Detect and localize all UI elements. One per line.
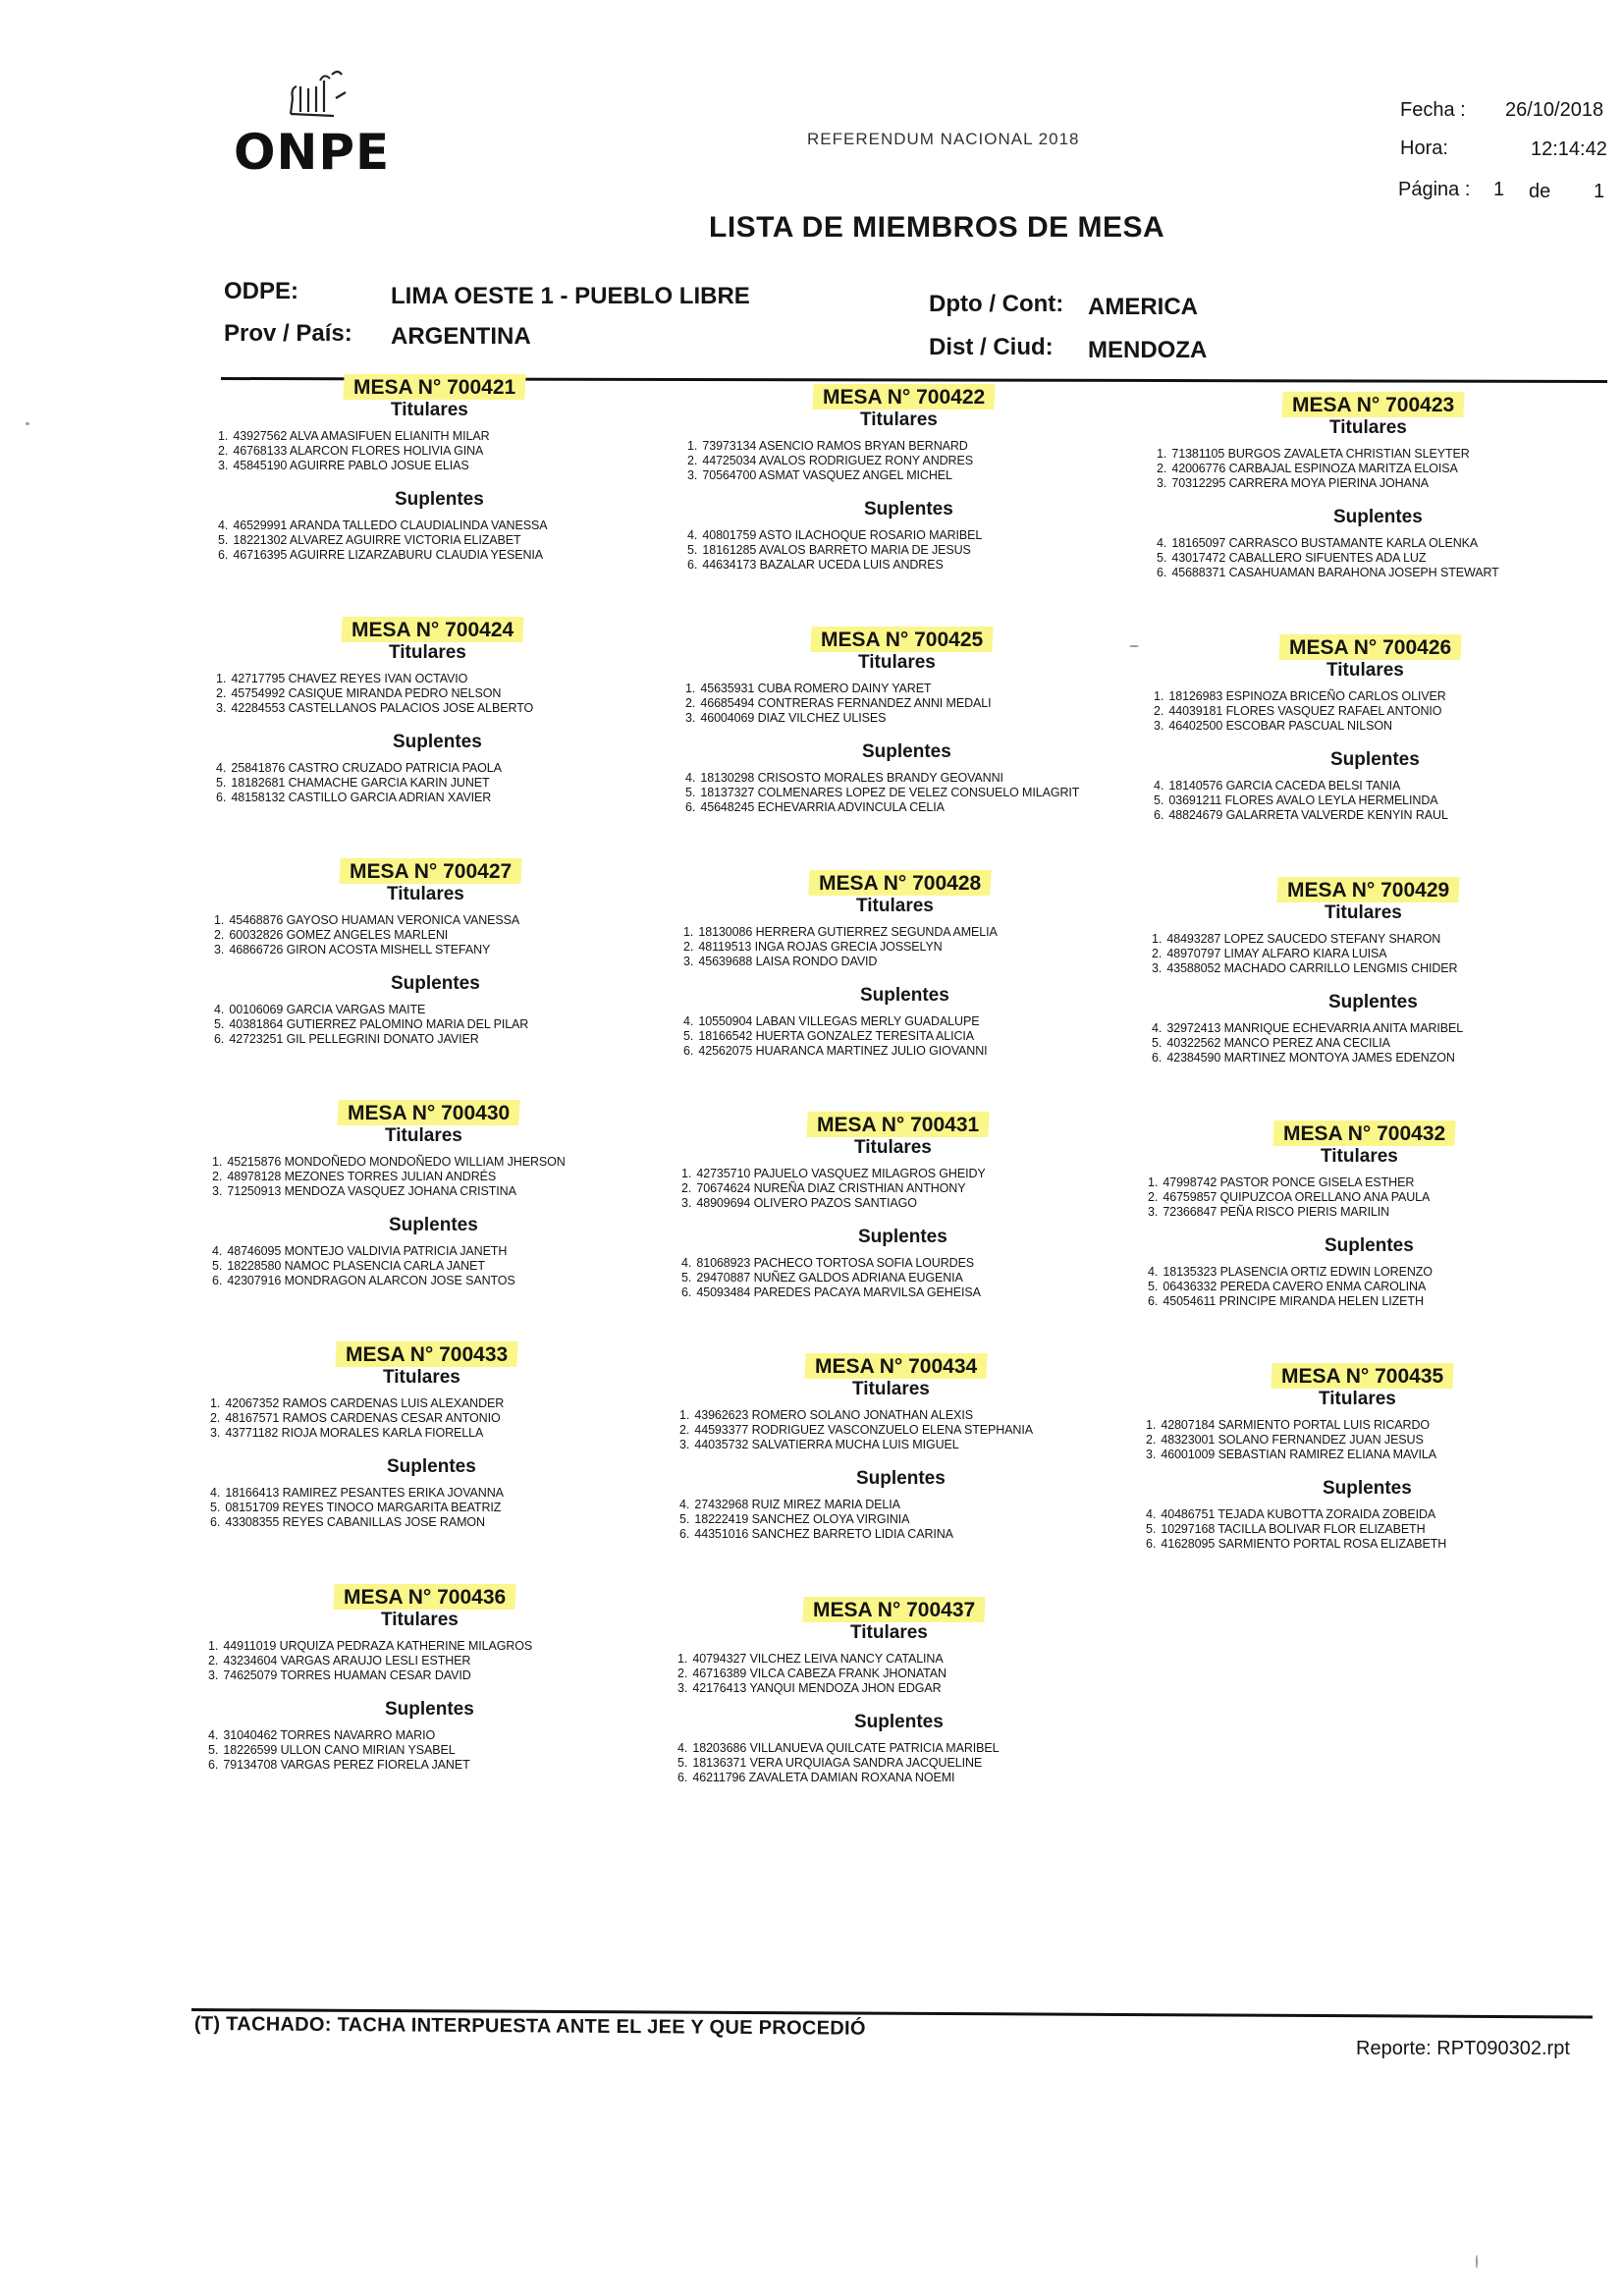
- member-row: 5. 18221302 ALVAREZ AGUIRRE VICTORIA ELIZABET: [218, 533, 521, 547]
- member-row: 5. 29470887 NUÑEZ GALDOS ADRIANA EUGENIA: [681, 1271, 963, 1285]
- suplentes-heading: Suplentes: [860, 985, 949, 1006]
- member-row: 2. 44593377 RODRIGUEZ VASCONZUELO ELENA STEPHANIA: [679, 1423, 1033, 1437]
- scan-speck: [1476, 2255, 1478, 2269]
- member-row: 4. 48746095 MONTEJO VALDIVIA PATRICIA JANETH: [212, 1244, 508, 1258]
- member-row: 5. 18136371 VERA URQUIAGA SANDRA JACQUELINE: [677, 1756, 983, 1770]
- suplentes-heading: Suplentes: [858, 1227, 947, 1247]
- dist-label: Dist / Ciud:: [929, 334, 1054, 360]
- titulares-heading: Titulares: [856, 896, 934, 916]
- titulares-heading: Titulares: [389, 642, 466, 663]
- suplentes-heading: Suplentes: [1330, 749, 1420, 770]
- member-row: 4. 46529991 ARANDA TALLEDO CLAUDIALINDA VANESSA: [218, 519, 548, 532]
- member-row: 6. 44634173 BAZALAR UCEDA LUIS ANDRES: [687, 558, 944, 572]
- mesa-title: MESA N° 700425: [811, 627, 993, 652]
- suplentes-heading: Suplentes: [854, 1712, 944, 1732]
- member-row: 4. 18130298 CRISOSTO MORALES BRANDY GEOVANNI: [685, 771, 1003, 785]
- mesa-title: MESA N° 700431: [807, 1112, 989, 1137]
- member-row: 3. 45639688 LAISA RONDO DAVID: [683, 955, 878, 968]
- titulares-heading: Titulares: [383, 1367, 460, 1388]
- fecha-label: Fecha :: [1400, 99, 1466, 121]
- mesa-title: MESA N° 700437: [803, 1597, 985, 1622]
- suplentes-heading: Suplentes: [1333, 507, 1423, 527]
- mesa-block: [679, 1353, 1131, 1542]
- member-row: 4. 00106069 GARCIA VARGAS MAITE: [214, 1003, 426, 1016]
- mesa-title: MESA N° 700423: [1282, 392, 1464, 417]
- member-row: 3. 74625079 TORRES HUAMAN CESAR DAVID: [208, 1668, 471, 1682]
- member-row: 3. 48909694 OLIVERO PAZOS SANTIAGO: [681, 1196, 917, 1210]
- member-row: 6. 79134708 VARGAS PEREZ FIORELA JANET: [208, 1758, 470, 1772]
- member-row: 1. 45468876 GAYOSO HUAMAN VERONICA VANESSA: [214, 913, 520, 927]
- member-row: 5. 40381864 GUTIERREZ PALOMINO MARIA DEL PILAR: [214, 1017, 529, 1031]
- member-row: 6. 45054611 PRINCIPE MIRANDA HELEN LIZETH: [1148, 1294, 1424, 1308]
- member-row: 3. 43588052 MACHADO CARRILLO LENGMIS CHIDER: [1152, 961, 1458, 975]
- mesa-title: MESA N° 700429: [1277, 877, 1459, 902]
- member-row: 2. 44039181 FLORES VASQUEZ RAFAEL ANTONIO: [1154, 704, 1442, 718]
- member-row: 1. 40794327 VILCHEZ LEIVA NANCY CATALINA: [677, 1652, 944, 1666]
- suplentes-heading: Suplentes: [395, 489, 484, 510]
- member-row: 2. 43234604 VARGAS ARAUJO LESLI ESTHER: [208, 1654, 471, 1667]
- pagina-de: de: [1529, 181, 1551, 202]
- member-row: 4. 40486751 TEJADA KUBOTTA ZORAIDA ZOBEIDA: [1146, 1507, 1436, 1521]
- suplentes-heading: Suplentes: [387, 1456, 476, 1477]
- ballot-hand-icon: [277, 69, 385, 128]
- titulares-heading: Titulares: [852, 1379, 930, 1399]
- member-row: 6. 44351016 SANCHEZ BARRETO LIDIA CARINA: [679, 1527, 953, 1541]
- suplentes-heading: Suplentes: [393, 732, 482, 752]
- member-row: 3. 71250913 MENDOZA VASQUEZ JOHANA CRISTINA: [212, 1184, 516, 1198]
- member-row: 1. 73973134 ASENCIO RAMOS BRYAN BERNARD: [687, 439, 968, 453]
- member-row: 4. 81068923 PACHECO TORTOSA SOFIA LOURDES: [681, 1256, 975, 1270]
- member-row: 6. 42562075 HUARANCA MARTINEZ JULIO GIOVANNI: [683, 1044, 988, 1058]
- mesa-title: MESA N° 700422: [813, 384, 995, 410]
- member-row: 2. 46685494 CONTRERAS FERNANDEZ ANNI MEDALI: [685, 696, 992, 710]
- titulares-heading: Titulares: [381, 1610, 459, 1630]
- member-row: 3. 46004069 DIAZ VILCHEZ ULISES: [685, 711, 887, 725]
- member-row: 6. 48158132 CASTILLO GARCIA ADRIAN XAVIER: [216, 791, 492, 804]
- member-row: 2. 46768133 ALARCON FLORES HOLIVIA GINA: [218, 444, 484, 458]
- member-row: 2. 42006776 CARBAJAL ESPINOZA MARITZA ELOISA: [1157, 462, 1458, 475]
- odpe-value: LIMA OESTE 1 - PUEBLO LIBRE: [391, 283, 750, 309]
- event-name: REFERENDUM NACIONAL 2018: [807, 130, 1080, 148]
- mesa-title: MESA N° 700436: [334, 1584, 515, 1610]
- titulares-heading: Titulares: [1319, 1389, 1396, 1409]
- member-row: 5. 18137327 COLMENARES LOPEZ DE VELEZ CONSUELO MILAGRIT: [685, 786, 1080, 799]
- member-row: 4. 27432968 RUIZ MIREZ MARIA DELIA: [679, 1498, 900, 1511]
- member-row: 3. 70564700 ASMAT VASQUEZ ANGEL MICHEL: [687, 468, 952, 482]
- mesa-block: [216, 617, 668, 805]
- mesa-block: [681, 1112, 1133, 1300]
- member-row: 3. 45845190 AGUIRRE PABLO JOSUE ELIAS: [218, 459, 469, 472]
- page-title: LISTA DE MIEMBROS DE MESA: [709, 211, 1165, 244]
- member-row: 2. 48167571 RAMOS CARDENAS CESAR ANTONIO: [210, 1411, 501, 1425]
- mesa-block: [218, 374, 670, 563]
- titulares-heading: Titulares: [858, 652, 936, 673]
- odpe-label: ODPE:: [224, 278, 299, 304]
- mesa-title: MESA N° 700427: [340, 858, 521, 884]
- mesa-block: [1157, 392, 1608, 580]
- member-row: 3. 42284553 CASTELLANOS PALACIOS JOSE ALBERTO: [216, 701, 534, 715]
- member-row: 1. 42067352 RAMOS CARDENAS LUIS ALEXANDER: [210, 1396, 505, 1410]
- member-row: 2. 48119513 INGA ROJAS GRECIA JOSSELYN: [683, 940, 943, 954]
- member-row: 5. 06436332 PEREDA CAVERO ENMA CAROLINA: [1148, 1280, 1427, 1293]
- member-row: 3. 44035732 SALVATIERRA MUCHA LUIS MIGUEL: [679, 1438, 959, 1451]
- member-row: 3. 46866726 GIRON ACOSTA MISHELL STEFANY: [214, 943, 491, 957]
- member-row: 3. 43771182 RIOJA MORALES KARLA FIORELLA: [210, 1426, 484, 1440]
- member-row: 4. 40801759 ASTO ILACHOQUE ROSARIO MARIBEL: [687, 528, 983, 542]
- member-row: 5. 40322562 MANCO PEREZ ANA CECILIA: [1152, 1036, 1390, 1050]
- member-row: 5. 43017472 CABALLERO SIFUENTES ADA LUZ: [1157, 551, 1427, 565]
- member-row: 5. 18226599 ULLON CANO MIRIAN YSABEL: [208, 1743, 456, 1757]
- member-row: 6. 42307916 MONDRAGON ALARCON JOSE SANTOS: [212, 1274, 515, 1287]
- member-row: 6. 43308355 REYES CABANILLAS JOSE RAMON: [210, 1515, 485, 1529]
- member-row: 5. 10297168 TACILLA BOLIVAR FLOR ELIZABETH: [1146, 1522, 1426, 1536]
- member-row: 3. 46001009 SEBASTIAN RAMIREZ ELIANA MAVILA: [1146, 1448, 1436, 1461]
- member-row: 5. 03691211 FLORES AVALO LEYLA HERMELINDA: [1154, 793, 1438, 807]
- titulares-heading: Titulares: [391, 400, 468, 420]
- mesa-block: [214, 858, 666, 1047]
- dpto-label: Dpto / Cont:: [929, 291, 1064, 317]
- mesa-block: [1146, 1363, 1597, 1552]
- member-row: 6. 45688371 CASAHUAMAN BARAHONA JOSEPH STEWART: [1157, 566, 1499, 579]
- pagina-label: Página :: [1398, 179, 1471, 200]
- member-row: 4. 32972413 MANRIQUE ECHEVARRIA ANITA MARIBEL: [1152, 1021, 1464, 1035]
- member-row: 1. 45215876 MONDOÑEDO MONDOÑEDO WILLIAM JHERSON: [212, 1155, 566, 1169]
- member-row: 3. 70312295 CARRERA MOYA PIERINA JOHANA: [1157, 476, 1429, 490]
- member-row: 2. 48323001 SOLANO FERNANDEZ JUAN JESUS: [1146, 1433, 1424, 1447]
- member-row: 1. 42735710 PAJUELO VASQUEZ MILAGROS GHEIDY: [681, 1167, 986, 1180]
- member-row: 4. 25841876 CASTRO CRUZADO PATRICIA PAOLA: [216, 761, 502, 775]
- member-row: 2. 45754992 CASIQUE MIRANDA PEDRO NELSON: [216, 686, 502, 700]
- suplentes-heading: Suplentes: [856, 1468, 946, 1489]
- titulares-heading: Titulares: [850, 1622, 928, 1643]
- scan-speck: [1129, 645, 1139, 647]
- member-row: 6. 42384590 MARTINEZ MONTOYA JAMES EDENZON: [1152, 1051, 1455, 1065]
- hora-label: Hora:: [1400, 137, 1448, 159]
- member-row: 1. 47998742 PASTOR PONCE GISELA ESTHER: [1148, 1175, 1415, 1189]
- member-row: 1. 71381105 BURGOS ZAVALETA CHRISTIAN SLEYTER: [1157, 447, 1470, 461]
- member-row: 6. 45648245 ECHEVARRIA ADVINCULA CELIA: [685, 800, 945, 814]
- member-row: 6. 48824679 GALARRETA VALVERDE KENYIN RAUL: [1154, 808, 1448, 822]
- pagina-value: 1: [1493, 179, 1505, 200]
- suplentes-heading: Suplentes: [1328, 992, 1418, 1012]
- mesa-title: MESA N° 700432: [1273, 1121, 1455, 1146]
- titulares-heading: Titulares: [1325, 902, 1402, 923]
- mesa-block: [687, 384, 1139, 573]
- member-row: 2. 46716389 VILCA CABEZA FRANK JHONATAN: [677, 1667, 947, 1680]
- mesa-block: [1152, 877, 1603, 1066]
- suplentes-heading: Suplentes: [1325, 1235, 1414, 1256]
- member-row: 3. 42176413 YANQUI MENDOZA JHON EDGAR: [677, 1681, 942, 1695]
- titulares-heading: Titulares: [860, 410, 938, 430]
- member-row: 4. 10550904 LABAN VILLEGAS MERLY GUADALUPE: [683, 1014, 980, 1028]
- prov-label: Prov / País:: [224, 320, 352, 347]
- member-row: 2. 44725034 AVALOS RODRIGUEZ RONY ANDRES: [687, 454, 973, 467]
- mesa-title: MESA N° 700428: [809, 870, 991, 896]
- member-row: 6. 42723251 GIL PELLEGRINI DONATO JAVIER: [214, 1032, 479, 1046]
- dpto-value: AMERICA: [1088, 294, 1198, 320]
- suplentes-heading: Suplentes: [862, 741, 951, 762]
- mesa-title: MESA N° 700421: [344, 374, 525, 400]
- scan-speck: [26, 422, 29, 425]
- member-row: 3. 72366847 PEÑA RISCO PIERIS MARILIN: [1148, 1205, 1390, 1219]
- member-row: 5. 18222419 SANCHEZ OLOYA VIRGINIA: [679, 1512, 910, 1526]
- hora-value: 12:14:42: [1531, 138, 1607, 160]
- mesa-title: MESA N° 700433: [336, 1341, 517, 1367]
- member-row: 1. 48493287 LOPEZ SAUCEDO STEFANY SHARON: [1152, 932, 1441, 946]
- suplentes-heading: Suplentes: [385, 1699, 474, 1720]
- footnote: (T) TACHADO: TACHA INTERPUESTA ANTE EL JEE Y QUE PROCEDIÓ: [193, 2013, 866, 2040]
- member-row: 1. 44911019 URQUIZA PEDRAZA KATHERINE MILAGROS: [208, 1639, 533, 1653]
- member-row: 2. 60032826 GOMEZ ANGELES MARLENI: [214, 928, 449, 942]
- logo-text: ONPE: [234, 124, 391, 181]
- mesa-block: [683, 870, 1135, 1059]
- member-row: 4. 18165097 CARRASCO BUSTAMANTE KARLA OLENKA: [1157, 536, 1479, 550]
- member-row: 2. 46759857 QUIPUZCOA ORELLANO ANA PAULA: [1148, 1190, 1431, 1204]
- suplentes-heading: Suplentes: [864, 499, 953, 519]
- member-row: 2. 48978128 MEZONES TORRES JULIAN ANDRÉS: [212, 1170, 497, 1183]
- onpe-logo: [234, 69, 391, 187]
- member-row: 4. 18166413 RAMIREZ PESANTES ERIKA JOVANNA: [210, 1486, 504, 1500]
- mesa-title: MESA N° 700430: [338, 1100, 519, 1125]
- mesa-title: MESA N° 700434: [805, 1353, 987, 1379]
- titulares-heading: Titulares: [385, 1125, 462, 1146]
- titulares-heading: Titulares: [854, 1137, 932, 1158]
- member-row: 5. 08151709 REYES TINOCO MARGARITA BEATRIZ: [210, 1501, 502, 1514]
- member-row: 1. 18126983 ESPINOZA BRICEÑO CARLOS OLIVER: [1154, 689, 1446, 703]
- member-row: 1. 43927562 ALVA AMASIFUEN ELIANITH MILAR: [218, 429, 490, 443]
- member-row: 1. 18130086 HERRERA GUTIERREZ SEGUNDA AMELIA: [683, 925, 998, 939]
- member-row: 3. 46402500 ESCOBAR PASCUAL NILSON: [1154, 719, 1392, 733]
- member-row: 6. 46716395 AGUIRRE LIZARZABURU CLAUDIA YESENIA: [218, 548, 544, 562]
- member-row: 2. 70674624 NUREÑA DIAZ CRISTHIAN ANTHONY: [681, 1181, 966, 1195]
- titulares-heading: Titulares: [387, 884, 464, 904]
- member-row: 4. 18135323 PLASENCIA ORTIZ EDWIN LORENZO: [1148, 1265, 1433, 1279]
- suplentes-heading: Suplentes: [389, 1215, 478, 1235]
- mesa-title: MESA N° 700426: [1279, 634, 1461, 660]
- titulares-heading: Titulares: [1329, 417, 1407, 438]
- member-row: 4. 18203686 VILLANUEVA QUILCATE PATRICIA MARIBEL: [677, 1741, 1000, 1755]
- suplentes-heading: Suplentes: [391, 973, 480, 994]
- mesa-title: MESA N° 700435: [1271, 1363, 1453, 1389]
- mesa-block: [685, 627, 1137, 815]
- titulares-heading: Titulares: [1326, 660, 1404, 681]
- mesa-block: [1148, 1121, 1599, 1309]
- suplentes-heading: Suplentes: [1323, 1478, 1412, 1499]
- fecha-value: 26/10/2018: [1505, 99, 1604, 121]
- member-row: 4. 18140576 GARCIA CACEDA BELSI TANIA: [1154, 779, 1401, 793]
- mesa-block: [212, 1100, 664, 1288]
- prov-value: ARGENTINA: [391, 323, 531, 350]
- mesa-block: [1154, 634, 1605, 823]
- member-row: 5. 18161285 AVALOS BARRETO MARIA DE JESUS: [687, 543, 971, 557]
- dist-value: MENDOZA: [1088, 337, 1208, 363]
- member-row: 6. 46211796 ZAVALETA DAMIAN ROXANA NOEMI: [677, 1771, 955, 1784]
- mesa-title: MESA N° 700424: [342, 617, 523, 642]
- member-row: 2. 48970797 LIMAY ALFARO KIARA LUISA: [1152, 947, 1387, 960]
- report-id: Reporte: RPT090302.rpt: [1356, 2038, 1570, 2059]
- pagina-total: 1: [1594, 181, 1605, 202]
- member-row: 1. 42807184 SARMIENTO PORTAL LUIS RICARDO: [1146, 1418, 1430, 1432]
- member-row: 5. 18182681 CHAMACHE GARCIA KARIN JUNET: [216, 776, 490, 790]
- mesa-block: [677, 1597, 1129, 1785]
- member-row: 4. 31040462 TORRES NAVARRO MARIO: [208, 1728, 436, 1742]
- member-row: 6. 45093484 PAREDES PACAYA MARVILSA GEHEISA: [681, 1285, 981, 1299]
- member-row: 1. 42717795 CHAVEZ REYES IVAN OCTAVIO: [216, 672, 468, 685]
- titulares-heading: Titulares: [1321, 1146, 1398, 1167]
- member-row: 5. 18228580 NAMOC PLASENCIA CARLA JANET: [212, 1259, 485, 1273]
- member-row: 6. 41628095 SARMIENTO PORTAL ROSA ELIZABETH: [1146, 1537, 1447, 1551]
- member-row: 1. 43962623 ROMERO SOLANO JONATHAN ALEXIS: [679, 1408, 973, 1422]
- mesa-block: [208, 1584, 660, 1773]
- member-row: 1. 45635931 CUBA ROMERO DAINY YARET: [685, 682, 932, 695]
- mesa-block: [210, 1341, 662, 1530]
- member-row: 5. 18166542 HUERTA GONZALEZ TERESITA ALICIA: [683, 1029, 974, 1043]
